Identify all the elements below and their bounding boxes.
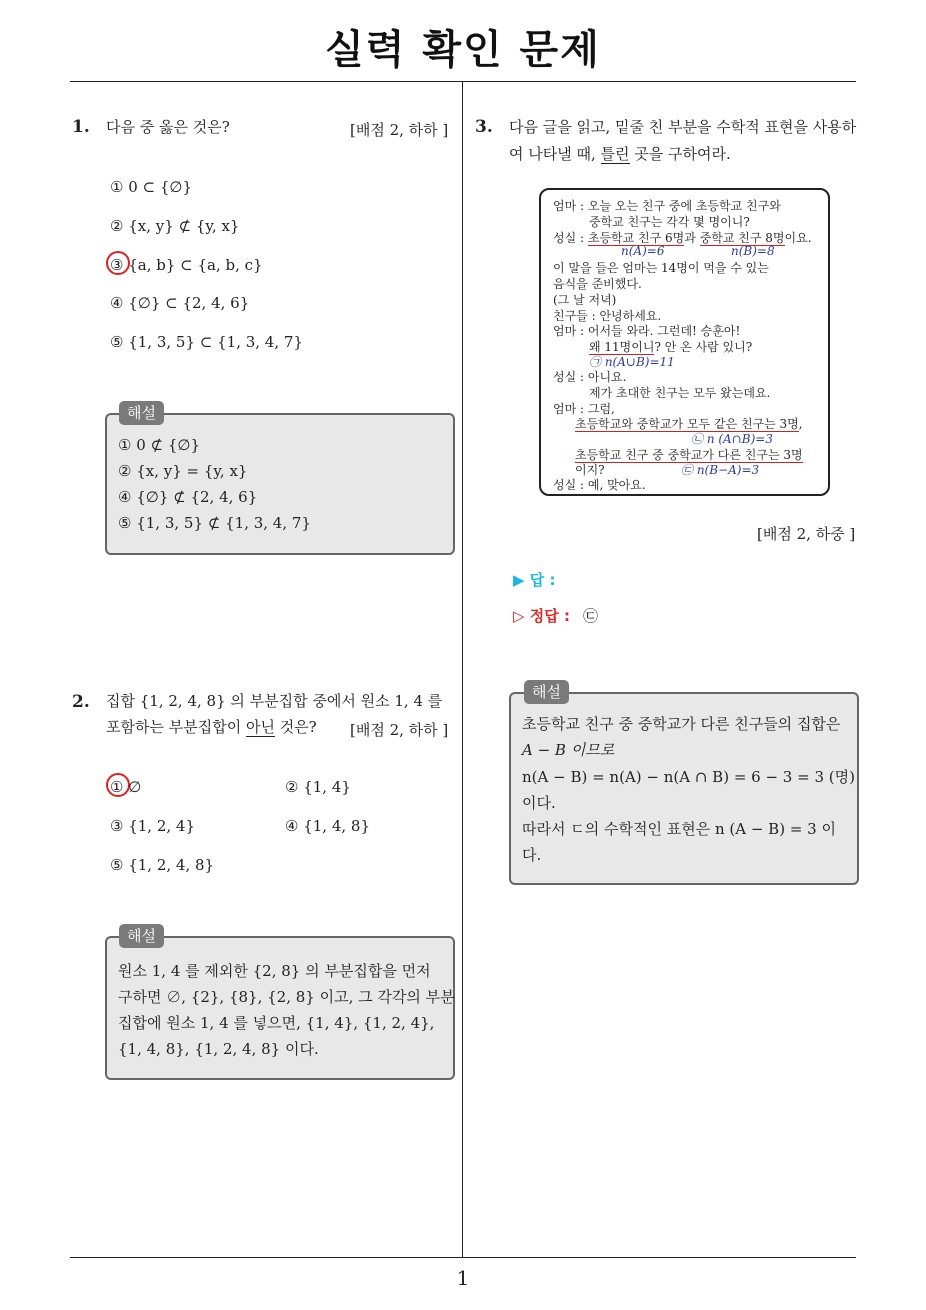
q3-explanation-line: 따라서 ㄷ의 수학적인 표현은 n (A − B) = 3 이 [522,820,836,838]
q2-choice-2[interactable]: ② {1, 4} [285,778,351,796]
q1-text: 다음 중 옳은 것은? [106,118,230,136]
q1-explanation-line: ⑤ {1, 3, 5} ⊄ {1, 3, 4, 7} [118,514,311,532]
q1-explanation-label: 해설 [119,401,164,425]
dialog-text: 이요. [784,231,812,245]
q2-text-line1: 집합 {1, 2, 4, 8} 의 부분집합 중에서 원소 1, 4 를 [106,692,443,710]
dialog-math-union: ㉠ n(A∪B)=11 [589,355,675,369]
q1-score: [배점 2, 하하 ] [350,121,449,139]
q1-explanation-line: ② {x, y} = {y, x} [118,462,248,480]
q1-choice-4[interactable]: ④ {∅} ⊂ {2, 4, 6} [110,294,250,312]
dialog-line: 이지? [575,463,605,477]
q1-choice-3[interactable]: ③ {a, b} ⊂ {a, b, c} [110,256,263,274]
q1-choice-1[interactable]: ① 0 ⊂ {∅} [110,178,193,196]
q2-text-post: 것은? [274,718,317,736]
column-divider [462,82,463,1258]
dialog-math-nb: n(B)=8 [731,244,775,258]
dialog-line: (그 날 저녁) [553,293,617,307]
q2-explanation-line: {1, 4, 8}, {1, 2, 4, 8} 이다. [118,1040,319,1058]
q3-explanation-line: 다. [522,846,542,864]
q3-text-line1: 다음 글을 읽고, 밑줄 친 부분을 수학적 표현을 사용하 [509,118,857,136]
q3-explanation-line: 초등학교 친구 중 중학교가 다른 친구들의 집합은 [522,715,841,733]
q2-explanation-line: 집합에 원소 1, 4 를 넣으면, {1, 4}, {1, 2, 4}, [118,1014,435,1032]
dialog-line: 친구들 : 안녕하세요. [553,309,662,323]
q2-explanation-label: 해설 [119,924,164,948]
q3-text-underlined: 틀린 [600,145,630,163]
dialog-line: 제가 초대한 친구는 모두 왔는데요. [589,386,771,400]
q2-choice-4[interactable]: ④ {1, 4, 8} [285,817,371,835]
q2-choice-3[interactable]: ③ {1, 2, 4} [110,817,196,835]
q3-text-post: 곳을 구하여라. [629,145,731,163]
dialog-speaker: 성실 : [553,231,588,245]
dialog-underline-union: 왜 11명이니 [589,340,655,354]
q1-number: 1. [72,117,90,137]
q2-number: 2. [72,692,90,712]
q3-answer-label: ▶ 답 : [513,571,556,589]
dialog-line: 음식을 준비했다. [553,277,642,291]
q3-correct-value: ㉢ [583,607,599,625]
q2-choice-5[interactable]: ⑤ {1, 2, 4, 8} [110,856,215,874]
dialog-math-inter: ㉡ n (A∩B)=3 [691,432,773,446]
q3-explanation-label: 해설 [524,680,569,704]
q3-score: [배점 2, 하중 ] [757,525,856,543]
q2-explanation-line: 원소 1, 4 를 제외한 {2, 8} 의 부분집합을 먼저 [118,962,431,980]
dialog-line: 성실 : 아니요. [553,370,627,384]
q3-correct-label: ▷ 정답 : [513,607,570,625]
dialog-line: 엄마 : 오늘 오는 친구 중에 초등학교 친구와 [553,199,781,213]
q1-choice-2[interactable]: ② {x, y} ⊄ {y, x} [110,217,240,235]
q3-text-line2 [509,139,731,169]
dialog-underline-inter: 초등학교와 중학교가 모두 같은 친구는 3명 [575,417,799,431]
q3-text-pre: 여 나타낼 때, [509,145,601,163]
dialog-text: , [798,417,803,431]
page-number: 1 [456,1266,470,1290]
dialog-line: 성실 : 예, 맞아요. [553,478,646,492]
q3-explanation-line: A − B 이므로 [522,741,615,759]
dialog-text: ? 안 온 사람 있니? [654,340,753,354]
q3-explanation-line: 이다. [522,794,556,812]
q1-explanation-line: ④ {∅} ⊄ {2, 4, 6} [118,488,258,506]
q2-text-underlined: 아닌 [245,718,275,736]
page-title: 실력 확인 문제 [325,27,601,73]
q1-choice-5[interactable]: ⑤ {1, 3, 5} ⊂ {1, 3, 4, 7} [110,333,303,351]
q2-score: [배점 2, 하하 ] [350,721,449,739]
dialog-math-na: n(A)=6 [621,244,665,258]
q3-number: 3. [475,117,493,137]
dialog-line: 이 말을 들은 엄마는 14명이 먹을 수 있는 [553,261,769,275]
q1-explanation-line: ① 0 ⊄ {∅} [118,436,201,454]
dialog-underline-a: 초등학교 친구 6명 [587,231,685,245]
dialog-line: 중학교 친구는 각각 몇 명이니? [589,215,750,229]
bottom-divider [70,1257,856,1258]
q3-dialog-box [539,188,830,496]
q1-explanation-box [105,413,455,555]
q2-text-pre: 포함하는 부분집합이 [106,718,246,736]
dialog-math-diff: ㉢ n(B−A)=3 [681,463,760,477]
dialog-underline-diff: 초등학교 친구 중 중학교가 다른 친구는 3명 [575,448,803,462]
q2-text-line2 [106,712,317,742]
dialog-text: 과 [684,231,700,245]
dialog-line: 엄마 : 그럼, [553,402,615,416]
dialog-line: 엄마 : 어서들 와라. 그런데! 승훈아! [553,324,741,338]
top-divider [70,81,856,82]
q2-choice-1[interactable]: ① ∅ [110,778,142,796]
dialog-underline-b: 중학교 친구 8명 [699,231,785,245]
q2-explanation-line: 구하면 ∅, {2}, {8}, {2, 8} 이고, 그 각각의 부분 [118,988,455,1006]
q3-explanation-line: n(A − B) = n(A) − n(A ∩ B) = 6 − 3 = 3 (명) [522,768,855,786]
